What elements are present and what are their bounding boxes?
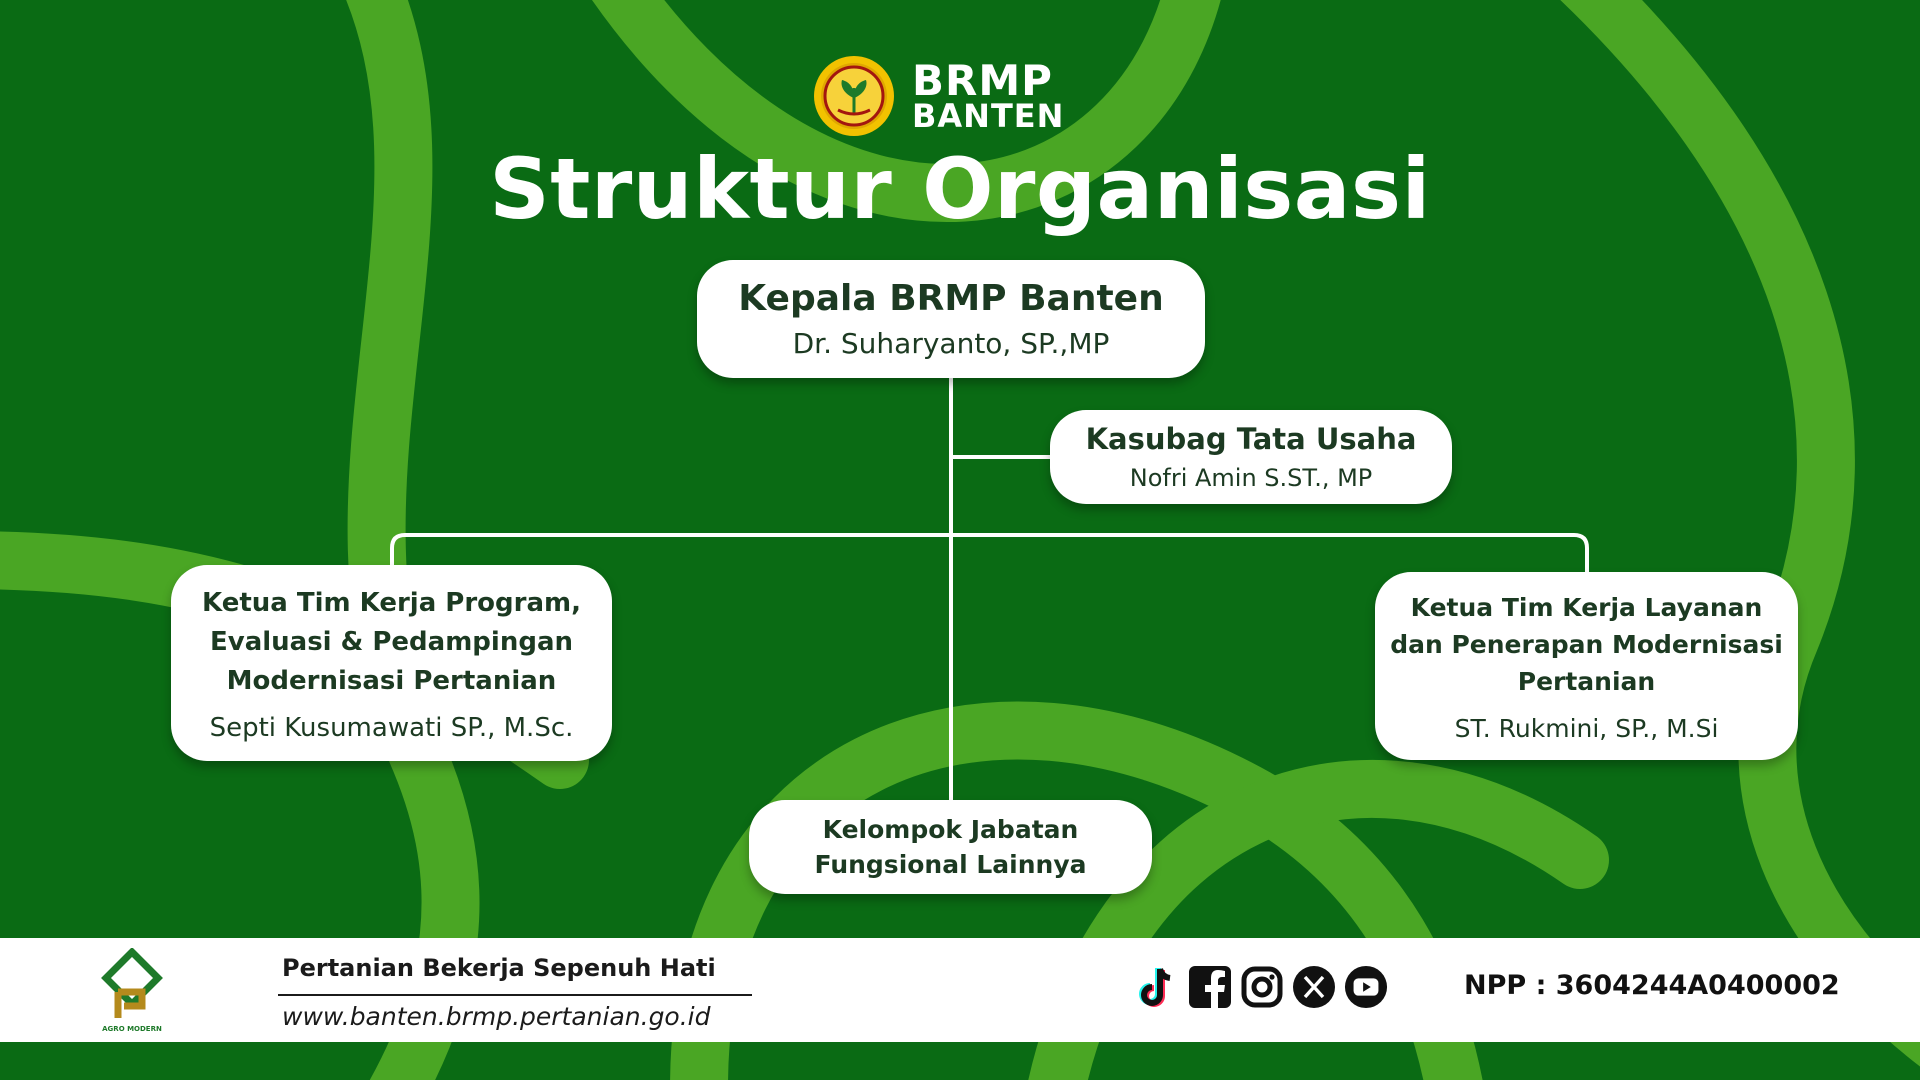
agro-modern-logo-icon xyxy=(98,948,166,1034)
brand-name: BRMP xyxy=(912,55,1053,105)
functional-role-line: Fungsional Lainnya xyxy=(814,850,1087,879)
functional-role xyxy=(814,812,1086,882)
team-left-role-line: Modernisasi Pertanian xyxy=(226,665,557,696)
team-right-role-line: Ketua Tim Kerja Layanan xyxy=(1410,593,1763,622)
functional-role-line: Kelompok Jabatan xyxy=(822,815,1079,844)
team-left-role-line: Evaluasi & Pedampingan xyxy=(209,626,574,657)
instagram-icon[interactable] xyxy=(1240,964,1284,1010)
team-left-role-line: Ketua Tim Kerja Program, xyxy=(202,587,581,618)
page-title: Struktur Organisasi xyxy=(489,140,1431,238)
footer-logo-caption: AGRO MODERN xyxy=(102,1025,162,1033)
npp-number: NPP : 3604244A0400002 xyxy=(1464,970,1840,1001)
youtube-icon[interactable] xyxy=(1344,964,1388,1010)
team-right-role-line: dan Penerapan Modernisasi xyxy=(1390,630,1783,659)
functional-box xyxy=(749,800,1152,894)
team-left-person: Septi Kusumawati SP., M.Sc. xyxy=(209,712,574,743)
head-role: Kepala BRMP Banten xyxy=(738,278,1164,319)
x-icon[interactable] xyxy=(1292,964,1336,1010)
brand-region: BANTEN xyxy=(912,96,1065,135)
social-links xyxy=(1136,964,1396,1010)
head-box xyxy=(697,260,1205,378)
team-left-box xyxy=(171,565,612,761)
team-left-role xyxy=(202,584,581,701)
footer-divider xyxy=(278,994,752,996)
team-right-box xyxy=(1375,572,1798,760)
facebook-icon[interactable] xyxy=(1188,964,1232,1010)
footer-tagline: Pertanian Bekerja Sepenuh Hati xyxy=(282,954,716,982)
admin-role: Kasubag Tata Usaha xyxy=(1085,422,1417,456)
admin-box xyxy=(1050,410,1452,504)
admin-person: Nofri Amin S.ST., MP xyxy=(1129,464,1373,492)
footer-bar xyxy=(0,938,1920,1042)
head-person: Dr. Suharyanto, SP.,MP xyxy=(792,327,1110,360)
team-right-role-line: Pertanian xyxy=(1517,667,1656,696)
footer-website-link[interactable]: www.banten.brmp.pertanian.go.id xyxy=(282,1002,711,1031)
tiktok-icon[interactable] xyxy=(1136,964,1180,1010)
team-right-person: ST. Rukmini, SP., M.Si xyxy=(1454,714,1719,743)
team-right-role xyxy=(1390,589,1783,700)
